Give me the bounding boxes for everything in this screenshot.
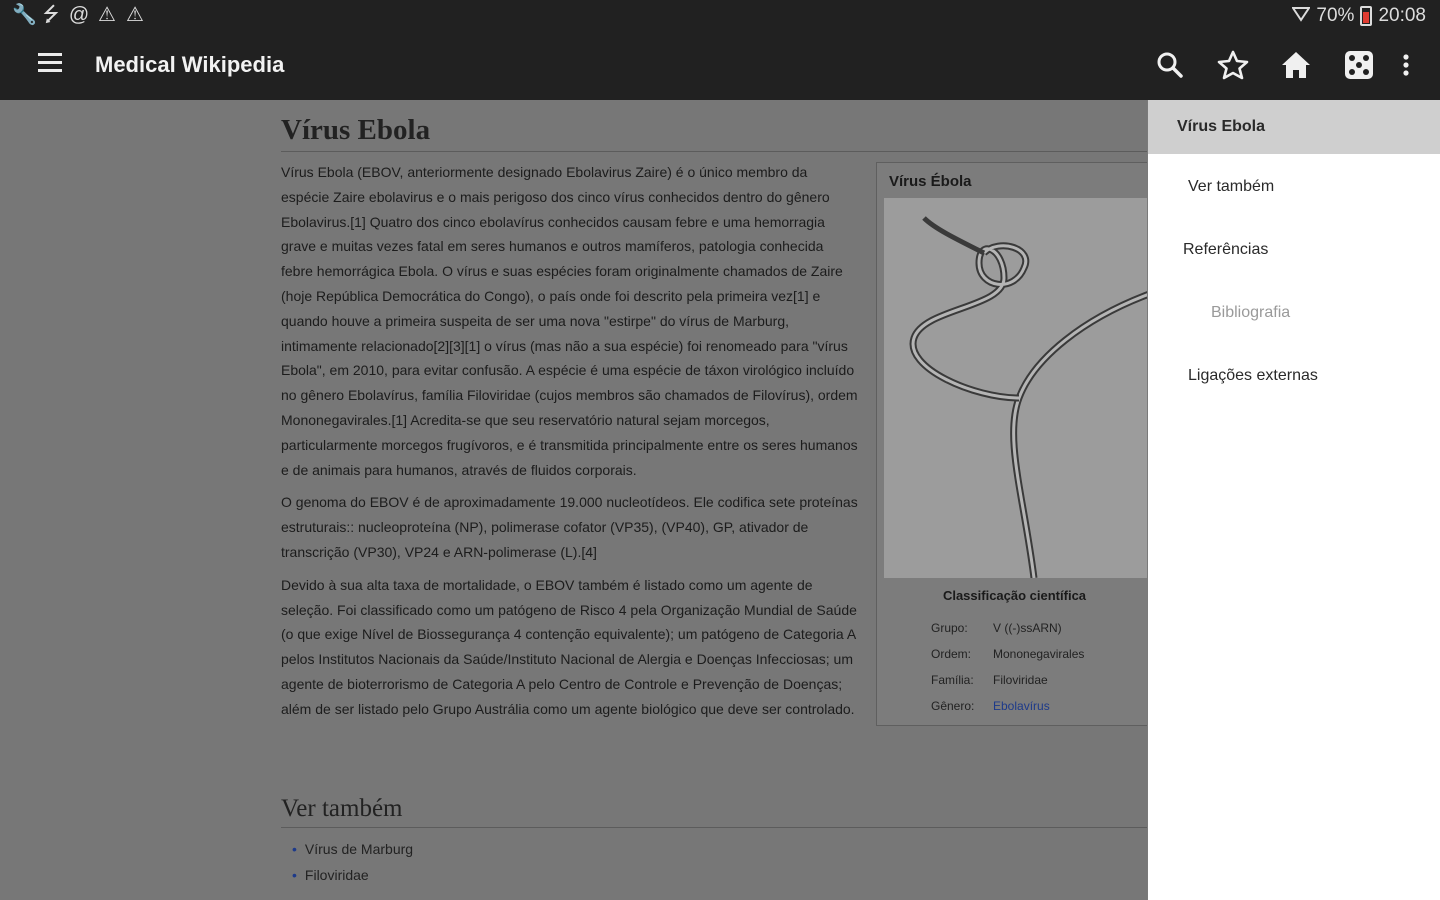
paragraph: O genoma do EBOV é de aproximadamente 19.000 nucleotídeos. Ele codifica sete proteínas estruturais:: nucleoproteína (NP), polimerase cofator (VP35), (VP40), GP, ativador de transcrição (VP30), VP24 e ARN-polimerase (L).[4] — [281, 494, 858, 560]
home-icon[interactable] — [1278, 47, 1314, 83]
taxobox-row: Grupo: V ((-)ssARN) — [931, 621, 1062, 635]
usb-icon: ⭍ — [42, 4, 60, 26]
toc-item-virus-ebola[interactable]: Vírus Ebola — [1148, 100, 1440, 154]
wifi-icon — [1292, 4, 1310, 28]
toc-drawer — [1148, 100, 1440, 900]
hamburger-menu-icon[interactable] — [38, 53, 62, 75]
status-bar — [0, 0, 1440, 32]
list-item[interactable]: • Filoviridae — [292, 862, 413, 888]
article-title: Vírus Ebola — [281, 114, 1147, 152]
paragraph: Devido à sua alta taxa de mortalidade, o EBOV também é listado como um agente de seleção. Foi classificado como um patógeno de Risco 4 pela Organização Mundial de Saúde (o que exige Nível de Biossegurança 4 contenção equivalente); um patógeno de Categoria A pelos Institutos Nacionais da Saúde/Instituto Nacional de Alergia e Doenças Infecciosas; um agente de bioterrorismo de Categoria A pelo Centro de Controle e Prevenção de Doenças; além de ser listado pelo Grupo Austrália como um agente biológico que deve ser controlado. — [281, 576, 857, 717]
taxobox — [876, 162, 1147, 726]
see-also-list — [292, 836, 413, 888]
at-icon: @ — [68, 4, 90, 26]
notification-icons — [12, 4, 146, 26]
random-article-dice-icon[interactable] — [1341, 47, 1377, 83]
toc-item-referencias[interactable]: Referências — [1183, 241, 1269, 258]
toc-item-ligacoes-externas[interactable]: Ligações externas — [1188, 367, 1318, 384]
search-icon[interactable] — [1152, 47, 1188, 83]
taxobox-row: Família: Filoviridae — [931, 673, 1048, 687]
warning-icon: ⚠ — [126, 4, 144, 26]
overflow-menu-icon[interactable] — [1388, 47, 1420, 83]
genus-link[interactable]: Ebolavírus — [993, 699, 1050, 713]
article-body — [281, 160, 859, 722]
taxobox-row: Ordem: Mononegavirales — [931, 647, 1085, 661]
list-item[interactable]: • Vírus de Marburg — [292, 836, 413, 862]
app-title: Medical Wikipedia — [95, 52, 285, 77]
warning-icon: ⚠ — [98, 4, 116, 26]
system-indicators — [1292, 4, 1426, 28]
taxobox-row: Gênero: Ebolavírus — [931, 699, 1050, 713]
clock: 20:08 — [1378, 5, 1426, 26]
battery-icon — [1360, 6, 1372, 26]
app-toolbar — [0, 32, 1440, 100]
battery-percent: 70% — [1316, 5, 1355, 26]
toc-item-ver-tambem[interactable]: Ver também — [1188, 178, 1275, 195]
ebola-virus-micrograph[interactable] — [884, 198, 1147, 578]
classification-heading: Classificação científica — [942, 588, 1087, 603]
taxobox-title: Vírus Ébola — [889, 173, 972, 190]
paragraph: Vírus Ebola (EBOV, anteriormente designado Ebolavirus Zaire) é o único membro da espécie Zaire ebolavirus e o mais perigoso dos cinco vírus conhecidos dentro do gênero Ebolavirus.[1] Quatro dos cinco ebolavírus conhecidos causam febre e uma hemorragia grave e muitas vezes fatal em seres humanos e outros mamíferos, patologia conhecida febre hemorrágica Ebola. O vírus e suas espécies foram originalmente chamados de Zaire (hoje República Democrática do Congo), o país onde foi descrito pela primeira vez[1] e quando houve a primeira suspeita de ser uma nova "estirpe" do vírus de Marburg, intimamente relacionado[2][3][1] o vírus (mas não a sua espécie) foi renomeado para "vírus Ebola", em 2010, para evitar confusão. A espécie é uma espécie de táxon virológico incluído no gênero Ebolavírus, família Filoviridae (cujos membros são chamados de Filovírus), ordem Mononegavirales.[1] Acredita-se que seu reservatório natural sejam morcegos, particularmente morcegos frugívoros, e é transmitida principalmente entre os seres humanos e de animais para humanos, através de fluidos corporais. — [281, 164, 858, 478]
star-icon[interactable] — [1215, 47, 1251, 83]
section-heading-see-also: Ver também — [281, 795, 1147, 828]
article-view[interactable] — [0, 100, 1147, 900]
toc-item-bibliografia[interactable]: Bibliografia — [1211, 304, 1291, 321]
wrench-icon: 🔧 — [12, 4, 37, 26]
